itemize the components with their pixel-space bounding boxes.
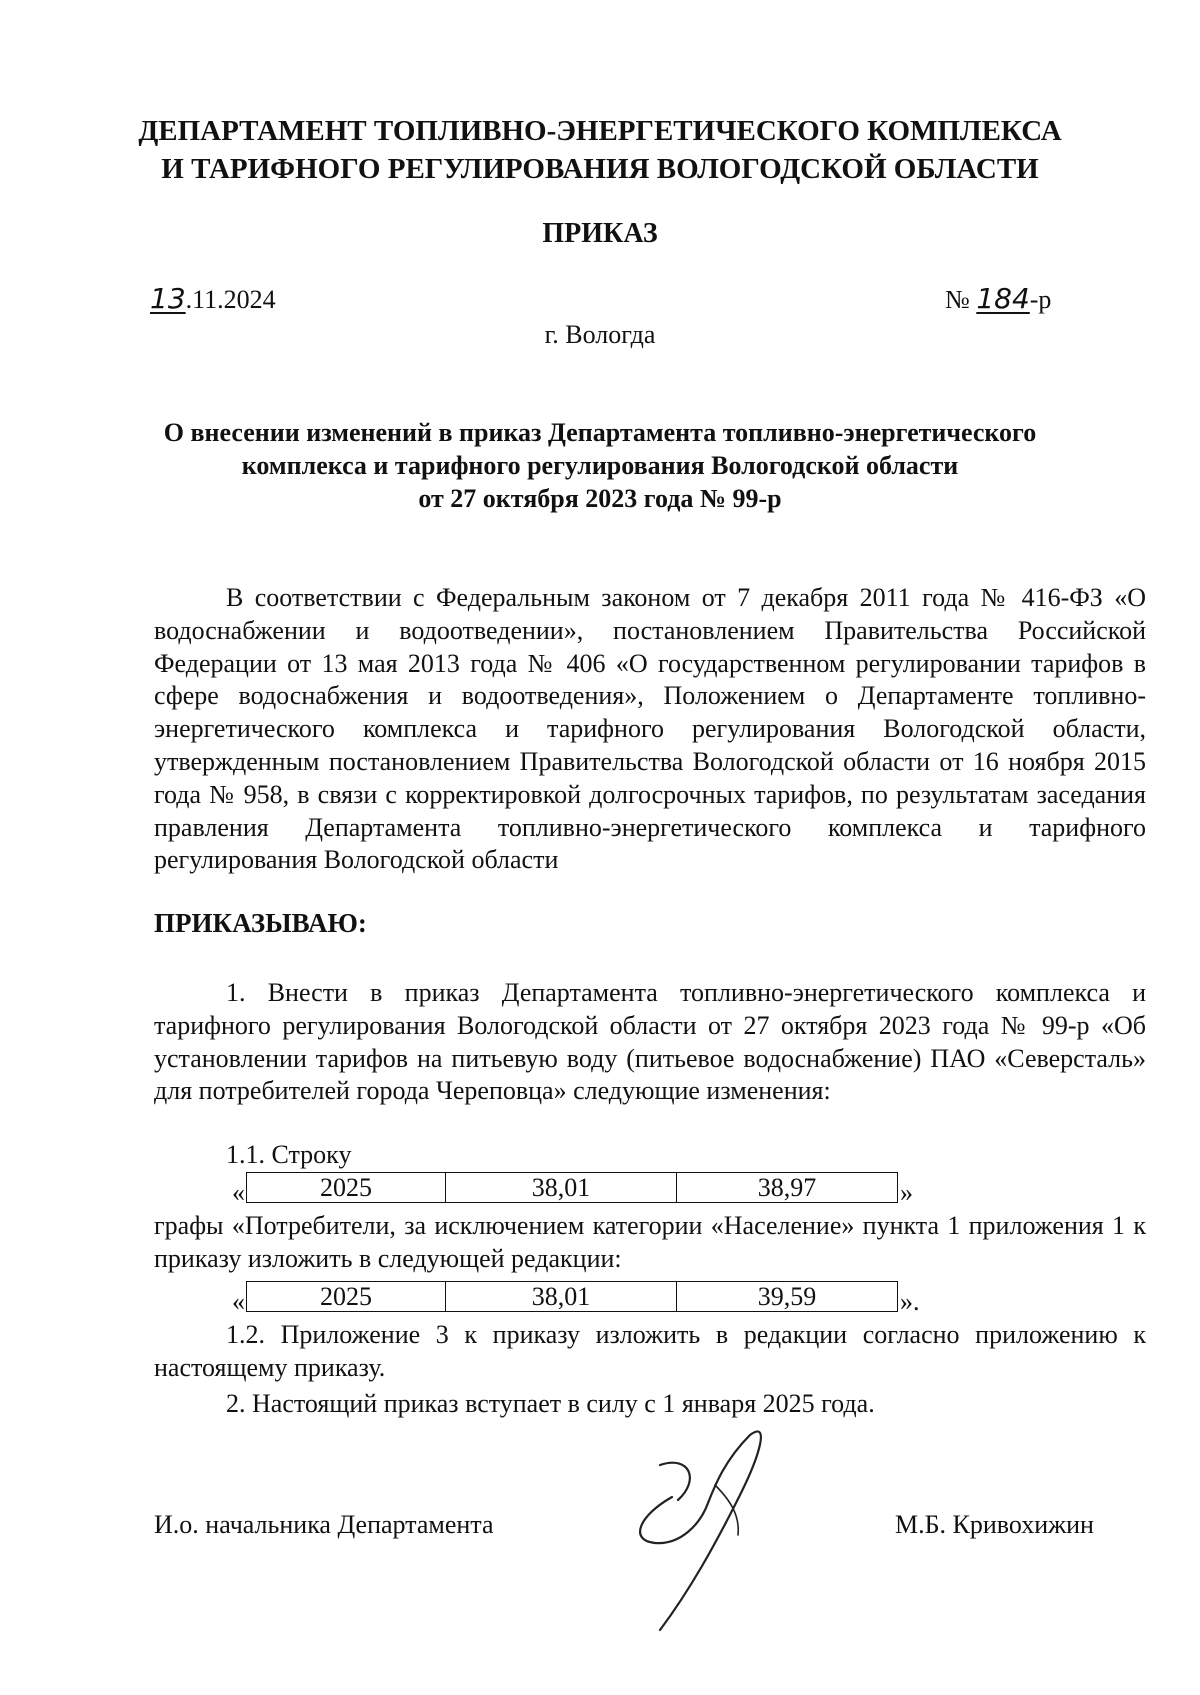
row-old-year: 2025 bbox=[247, 1173, 446, 1203]
preamble-paragraph: В соответствии с Федеральным законом от 7 декабря 2011 года № 416-ФЗ «О водоснабжении и водоотведении», постановлением Правительства Российской Федерации от 13 мая 2013 года № 406 «О государственном регулировании тарифов в сфере водоснабжения и водоотведения», Положением о Департаменте топливно-энергетического комплекса и тарифного регулирования Вологодской области, утвержденным постановлением Правительства Вологодской области от 16 ноября 2015 года № 958, в связи с корректировкой долгосрочных тарифов, по результатам заседания правления Департамента топливно-энергетического комплекса и тарифного регулирования Вологодской области bbox=[154, 583, 1146, 875]
number-suffix: -р bbox=[1029, 285, 1052, 314]
order-word: ПРИКАЗЫВАЮ: bbox=[154, 908, 367, 938]
signatory-position: И.о. начальника Департамента bbox=[154, 1510, 494, 1539]
row-old-close-quote: » bbox=[900, 1178, 913, 1207]
row-new-value-1: 38,01 bbox=[446, 1282, 677, 1312]
document-date bbox=[150, 282, 276, 315]
item-2-paragraph: 2. Настоящий приказ вступает в силу с 1 января 2025 года. bbox=[226, 1389, 875, 1418]
row-new-value-2: 39,59 bbox=[677, 1282, 898, 1312]
table-row bbox=[247, 1173, 898, 1203]
handwritten-signature bbox=[620, 1425, 790, 1635]
document-type: ПРИКАЗ bbox=[542, 218, 658, 249]
department-header bbox=[0, 112, 1200, 188]
between-rows-paragraph: графы «Потребители, за исключением категории «Население» пункта 1 приложения 1 к приказу изложить в следующей редакции: bbox=[154, 1211, 1146, 1273]
number-handwritten: 184 bbox=[976, 282, 1030, 315]
subject-line-1: О внесении изменений в приказ Департамента топливно-энергетического bbox=[163, 418, 1037, 447]
row-old-value-2: 38,97 bbox=[677, 1173, 898, 1203]
row-new-year: 2025 bbox=[247, 1282, 446, 1312]
document-number bbox=[945, 282, 1051, 315]
signatory-name: М.Б. Кривохижин bbox=[895, 1510, 1094, 1539]
item-1-1-label: 1.1. Строку bbox=[226, 1140, 352, 1169]
subject-line-2: комплекса и тарифного регулирования Вологодской области bbox=[241, 451, 959, 480]
item-1-paragraph: 1. Внести в приказ Департамента топливно-энергетического комплекса и тарифного регулирования Вологодской области от 27 октября 2023 года № 99-р «Об установлении тарифов на питьевую воду (питьевое водоснабжение) ПАО «Северсталь» для потребителей города Череповца» следующие изменения: bbox=[154, 978, 1146, 1106]
row-old-open-quote: « bbox=[232, 1178, 245, 1207]
document-subject bbox=[0, 416, 1200, 515]
table-row bbox=[247, 1282, 898, 1312]
row-old-value-1: 38,01 bbox=[446, 1173, 677, 1203]
department-line-1: ДЕПАРТАМЕНТ ТОПЛИВНО-ЭНЕРГЕТИЧЕСКОГО КОМПЛЕКСА bbox=[138, 115, 1062, 147]
row-new-open-quote: « bbox=[232, 1287, 245, 1316]
number-prefix: № bbox=[945, 285, 970, 314]
item-1-2-paragraph: 1.2. Приложение 3 к приказу изложить в редакции согласно приложению к настоящему приказу. bbox=[154, 1320, 1146, 1382]
row-new-close-quote: ». bbox=[900, 1287, 920, 1316]
date-rest: .11.2024 bbox=[185, 285, 276, 314]
tariff-row-old bbox=[246, 1172, 898, 1203]
tariff-row-new bbox=[246, 1281, 898, 1312]
subject-line-3: от 27 октября 2023 года № 99-р bbox=[418, 484, 782, 513]
date-day-handwritten: 13 bbox=[150, 282, 186, 315]
city: г. Вологда bbox=[544, 320, 656, 349]
department-line-2: И ТАРИФНОГО РЕГУЛИРОВАНИЯ ВОЛОГОДСКОЙ ОБЛАСТИ bbox=[161, 153, 1039, 185]
